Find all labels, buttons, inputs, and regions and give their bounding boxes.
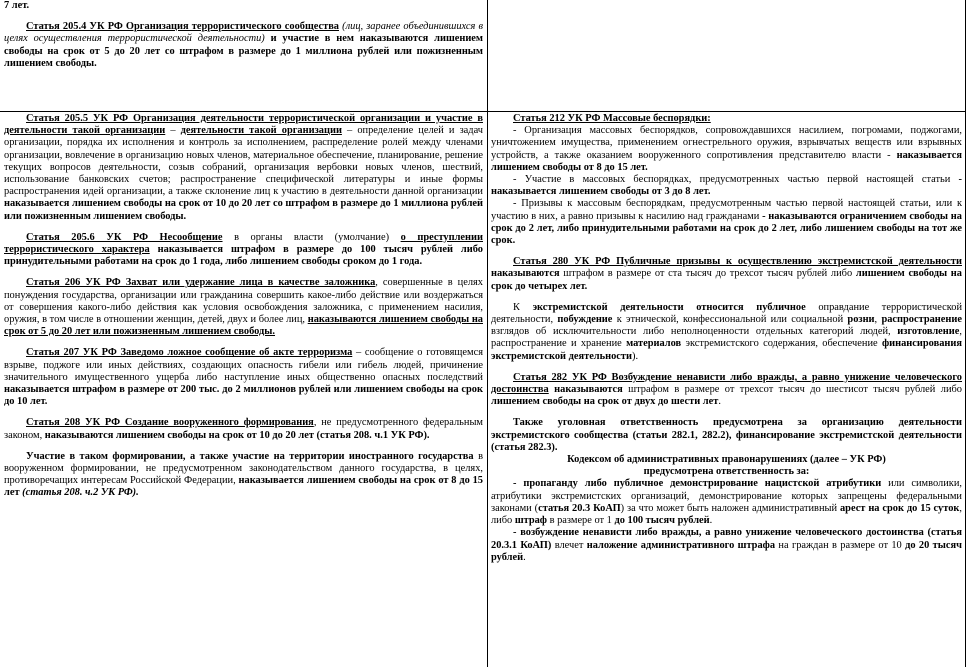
article-207-title: Статья 207 УК РФ Заведомо ложное сообщение об акте терроризма [26, 347, 353, 359]
article-207-text: – сообщение о готовящемся взрыве, поджоге или иных действиях, создающих опасность гибели или гибель людей, причинение значительного имущественного ущерба либо наступление иных общественно опасных последствий [4, 347, 483, 383]
article-208-part-2-penalty: наказывается лишением свободы на срок от 8 до 15 лет [4, 475, 483, 499]
article-282-penalty: лишением свободы на срок от двух до шести лет [491, 396, 719, 408]
article-208-part-2-ref: (статья 208. ч.2 УК РФ). [19, 487, 139, 499]
text: взглядов об исключительности либо неполноценности отдельных категорий людей, [491, 326, 898, 338]
text: . [523, 551, 526, 563]
column-divider [487, 0, 488, 667]
article-208-text: , не предусмотренного федеральным законом, [4, 417, 483, 441]
text: влечет [551, 539, 587, 551]
article-205-6-title: Статья 205.6 УК РФ Несообщение [26, 231, 223, 243]
article-208 [4, 417, 483, 441]
text: в размере от 1 [547, 515, 615, 527]
article-205-4-paren: (лиц, заранее объединившихся в целях осуществления террористической деятельности) [4, 21, 483, 45]
text: . [709, 515, 713, 527]
text-bold: экстремистской деятельности относится публичное [532, 301, 806, 313]
spacer [4, 12, 483, 21]
spacer [4, 338, 483, 347]
text: к этнической, конфессиональной или социальной [612, 314, 848, 326]
article-282 [491, 372, 962, 409]
article-205-6-text: в органы власти (умолчание) [222, 231, 401, 243]
article-205-6-object: о преступлении террористического характера [4, 231, 483, 256]
article-280-title: Статья 280 УК РФ Публичные призывы к осуществлению экстремистской деятельности [513, 256, 962, 268]
text-bold: арест на срок до 15 суток [839, 502, 960, 514]
article-206-penalty: наказываются лишением свободы на срок от 5 до 20 лет или пожизненным лишением свободы. [4, 314, 483, 338]
text-bold: до 20 тысяч рублей [491, 539, 962, 563]
text: , [874, 314, 882, 326]
text-bold: - пропаганду либо публичное демонстрирование нацистской атрибутики [513, 478, 882, 490]
text: оправдание террористической деятельности, [491, 301, 962, 326]
spacer [4, 268, 483, 277]
article-205-4 [4, 21, 483, 70]
text: К [513, 301, 533, 313]
extremism-definition [491, 302, 962, 363]
text-bold: - возбуждение ненависти либо вражды, а равно унижение человеческого достоинства (статья 20.3.1 КоАП) [491, 527, 962, 551]
article-282-penalty-verb: наказываются [548, 384, 623, 396]
row-divider [0, 111, 966, 112]
extremist-community-liability: Также уголовная ответственность предусмотрена за организацию деятельности экстремистского сообщества (статьи 282.1, 282.2), финансирование экстремистской деятельности (статья 282.3). [491, 417, 962, 453]
article-212-title: Статья 212 УК РФ Массовые беспорядки: [513, 113, 711, 124]
article-207 [4, 347, 483, 408]
article-282-text: штрафом в размере от трехсот тысяч до шестисот тысяч рублей либо [622, 384, 962, 396]
article-205-5 [4, 113, 483, 223]
article-280-text: штрафом в размере от ста тысяч до трехсот тысяч рублей либо [559, 268, 856, 280]
text-bold: наложение административного штрафа [586, 539, 776, 551]
koap-20-3-1 [491, 527, 962, 564]
text-bold: до 100 тысяч рублей [614, 515, 710, 527]
article-212-item-1 [491, 125, 962, 174]
text: . [718, 396, 721, 408]
article-207-penalty: наказывается штрафом в размере от 200 тыс. до 2 миллионов рублей или лишением свободы на срок до 10 лет. [4, 384, 483, 408]
article-205-5-text: – определение целей и задач организации, порядка их исполнения и контроль за исполнением, распределение ролей между членами организации, вовлечение в организацию новых членов, материальное обеспечение, планирование, решение текущих вопросов деятельности, созыв собраний, организация вербовки новых членов, шествий, использование банковских счетов; распространение специфической литературы и иные формы распространения идей организации, а также склонение лиц к участию в деятельности данной организации [4, 125, 483, 198]
article-205-4-text: и участие в нем наказываются лишением свободы на срок от 5 до 20 лет со штрафом в размере до 1 миллиона рублей или пожизненным лишением свободы. [4, 33, 483, 69]
top-left-cell [4, 0, 483, 110]
left-column [4, 113, 483, 667]
article-212-heading [491, 113, 962, 125]
item-text: - Участие в массовых беспорядках, предусмотренных частью первой настоящей статьи [513, 174, 959, 186]
text-bold: побуждение [557, 314, 613, 326]
article-212-item-3 [491, 198, 962, 247]
article-208-title: Статья 208 УК РФ Создание вооруженного формирования [26, 417, 314, 429]
article-280 [491, 256, 962, 293]
item-penalty: - наказываются ограничением свободы на срок до 2 лет, либо принудительными работами на срок до 2 лет, либо лишением свободы на тот же срок. [491, 210, 962, 247]
article-212-item-2 [491, 174, 962, 198]
spacer [491, 293, 962, 302]
text-bold: финансирования экстремистской деятельности [491, 338, 962, 362]
article-208-penalty: наказываются лишением свободы на срок от 10 до 20 лет (статья 208. ч.1 УК РФ). [44, 429, 430, 441]
spacer [491, 363, 962, 372]
text-bold: розни [847, 314, 875, 326]
article-208-part-2 [4, 451, 483, 500]
article-205-6-penalty: наказывается штрафом в размере до 100 тысяч рублей либо принудительными работами на срок до 1 года, либо лишением свободы сроком до 1 года. [4, 244, 483, 268]
article-206-title: Статья 206 УК РФ Захват или удержание лица в качестве заложника [26, 277, 376, 289]
article-206-text: , совершенные в целях понуждения государства, организации или гражданина совершить какое-либо действие или воздержаться от совершения какого-либо действия как условия освобождения заложника, с применением насилия, оружия, в том числе в отношении женщин, детей, двух и более лиц, [4, 277, 483, 326]
text: , распространение и хранение [491, 326, 962, 350]
spacer [491, 247, 962, 256]
koap-20-3 [491, 478, 962, 527]
text: или символики, атрибутики экстремистских организаций, демонстрирование которых запрещены федеральными законами ( [491, 478, 962, 514]
text: ). [632, 350, 639, 362]
text: , либо [491, 502, 962, 527]
article-205-4-title: Статья 205.4 УК РФ Организация террористического сообщества [26, 21, 339, 33]
item-penalty: - наказывается лишением свободы от 3 до 8 лет. [491, 174, 962, 198]
article-205-5-penalty: наказывается лишением свободы на срок от 10 до 20 лет со штрафом в размере до 1 миллиона рублей или пожизненным лишением свободы. [4, 198, 483, 222]
text: на граждан в размере от 10 [775, 539, 906, 551]
text-bold: изготовление [897, 326, 960, 338]
text-bold: материалов [626, 338, 682, 350]
article-280-penalty: лишением свободы на срок до четырех лет. [491, 268, 962, 292]
article-280-penalty-verb: наказываются [491, 268, 560, 280]
article-282-title: Статья 282 УК РФ Возбуждение ненависти либо вражды, а равно унижение человеческого достоинства [491, 371, 962, 396]
koap-heading-line-2: предусмотрена ответственность за: [643, 466, 810, 478]
text-bold: штраф [514, 515, 547, 527]
text: ) за что может быть наложен административный [620, 502, 840, 514]
text-bold: статья 20.3 КоАП [538, 502, 621, 514]
article-208-part-2-lead: Участие в таком формировании, а также участие на территории иностранного государства [26, 450, 474, 462]
text-bold: распространение [881, 314, 962, 326]
text: экстремистского содержания, обеспечение [681, 338, 882, 350]
item-text: - Организация массовых беспорядков, сопровождавшихся насилием, погромами, поджогами, уничтожением имущества, применением огнестрельного оружия, взрывчатых веществ или взрывных устройств, а также оказанием вооруженного сопротивления представителю власти - [491, 125, 962, 161]
spacer [4, 442, 483, 451]
spacer [491, 408, 962, 417]
item-penalty: наказывается лишением свободы от 8 до 15 лет. [491, 149, 962, 173]
article-205-5-term: деятельности такой организации [180, 125, 342, 137]
table-right-border [965, 0, 966, 667]
dash: – [165, 125, 181, 137]
article-205-6 [4, 232, 483, 269]
item-text: - Призывы к массовым беспорядкам, предусмотренным частью первой настоящей статьи, или к участию в них, а равно призывы к насилию над гражданами [491, 198, 962, 222]
article-208-part-2-text: в вооруженном формировании, не предусмотренном законодательством данного государства, в целях, противоречащих интересам Российской Федерации, [4, 450, 483, 487]
spacer [4, 408, 483, 417]
article-206 [4, 277, 483, 338]
previous-cell-ending: 7 лет. [4, 0, 30, 11]
spacer [4, 223, 483, 232]
article-205-5-title: Статья 205.5 УК РФ Организация деятельности террористической организации и участие в деятельности такой организации [4, 113, 483, 137]
koap-heading-line-1: Кодексом об административных правонарушениях (далее – УК РФ) [567, 454, 886, 466]
right-column [491, 113, 962, 667]
